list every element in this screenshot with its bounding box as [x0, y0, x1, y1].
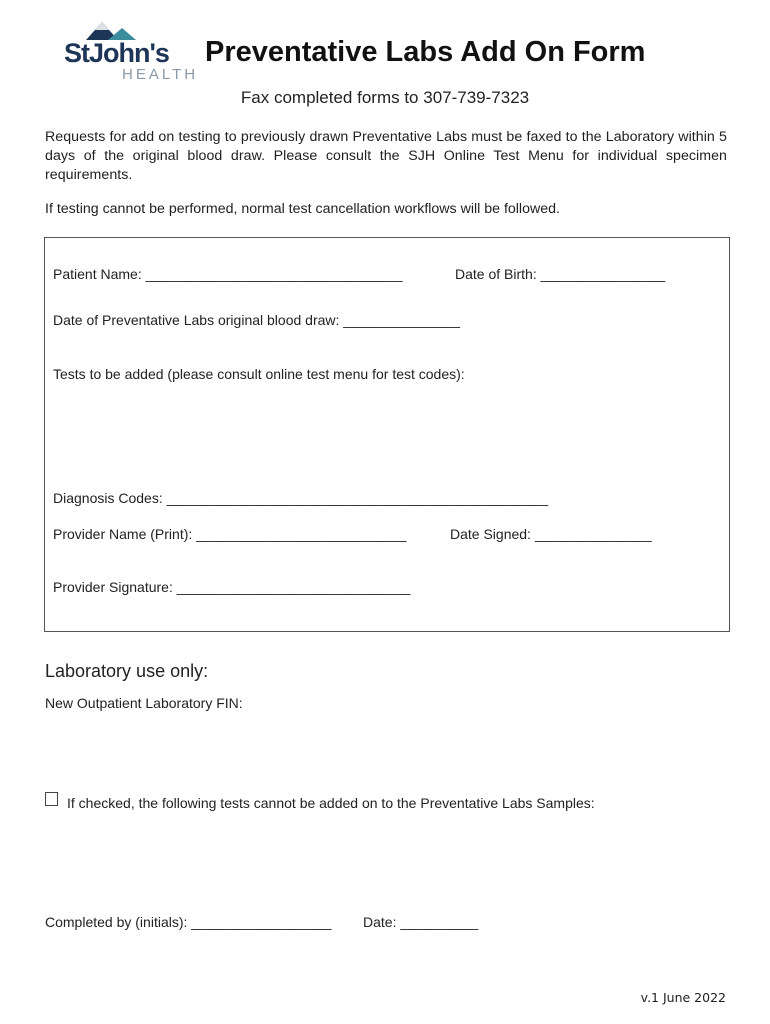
- provider-signature-field[interactable]: Provider Signature: ______________________________: [53, 579, 411, 595]
- date-of-birth-field[interactable]: Date of Birth: ________________: [455, 266, 666, 282]
- cancellation-note: If testing cannot be performed, normal test cancellation workflows will be followed.: [45, 201, 560, 217]
- completed-by-field[interactable]: Completed by (initials): __________________: [45, 914, 332, 930]
- logo-wordmark: StJohn's: [64, 38, 169, 68]
- diagnosis-codes-field[interactable]: Diagnosis Codes: _________________________________________________: [53, 490, 549, 506]
- fax-instructions: Fax completed forms to 307-739-7323: [240, 88, 530, 107]
- completion-date-field[interactable]: Date: __________: [363, 914, 479, 930]
- version-label: v.1 June 2022: [640, 990, 726, 1005]
- cannot-add-checkbox[interactable]: [45, 792, 58, 806]
- lab-use-heading: Laboratory use only:: [45, 661, 209, 681]
- blood-draw-date-field[interactable]: Date of Preventative Labs original blood draw: _______________: [53, 312, 461, 328]
- logo-subtext: HEALTH: [122, 66, 199, 83]
- intro-paragraph: Requests for add on testing to previously drawn Preventative Labs must be faxed to the Laboratory within 5 days of the original blood draw. Please consult the SJH Online Test Menu for individual specimen requirements.: [45, 129, 727, 183]
- date-signed-field[interactable]: Date Signed: _______________: [450, 526, 652, 542]
- patient-name-field[interactable]: Patient Name: _________________________________: [53, 266, 403, 282]
- page-title: Preventative Labs Add On Form: [205, 36, 646, 68]
- cannot-add-label: If checked, the following tests cannot be added on to the Preventative Labs Samples:: [67, 795, 595, 811]
- request-form-box: [44, 237, 730, 632]
- provider-name-field[interactable]: Provider Name (Print): ___________________________: [53, 526, 407, 542]
- st-johns-health-logo: [64, 16, 199, 86]
- tests-to-add-field[interactable]: Tests to be added (please consult online test menu for test codes):: [53, 366, 465, 382]
- outpatient-fin-field[interactable]: New Outpatient Laboratory FIN:: [45, 695, 243, 711]
